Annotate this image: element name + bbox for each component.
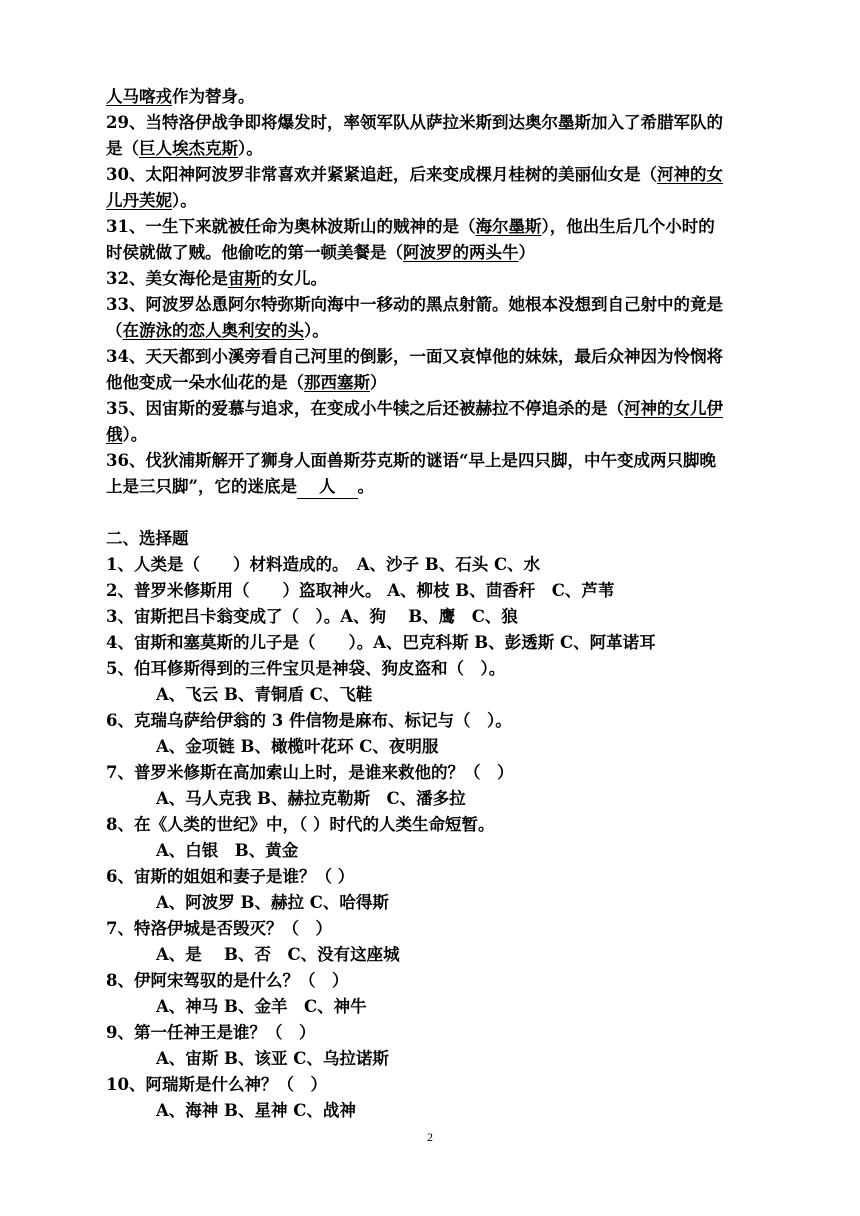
mc-question: 1、人类是（ ）材料造成的。 A、沙子 B、石头 C、水 — [106, 555, 541, 574]
q30-line2 — [106, 188, 766, 214]
q33-line2 — [106, 318, 766, 344]
text: 的女儿。 — [260, 269, 327, 288]
answer: 宙斯 — [227, 269, 261, 288]
answer: 俄 — [106, 425, 123, 444]
text: （ — [106, 321, 123, 340]
q30-line1 — [106, 162, 766, 188]
answer: 在游泳的恋人奥利安的头 — [122, 321, 304, 340]
answer: 河神的女 — [656, 165, 723, 184]
mc-options: A、神马 B、金羊 C、神牛 — [156, 997, 367, 1016]
mc-question: 4、宙斯和塞莫斯的儿子是（ ）。A、巴克科斯 B、彭透斯 C、阿革诺耳 — [106, 633, 656, 652]
text: 。 — [357, 477, 374, 496]
q29-line2 — [106, 136, 766, 162]
q28-tail — [106, 84, 766, 110]
text: ）。 — [304, 321, 329, 340]
text: ）。 — [172, 191, 197, 210]
answer: 阿波罗的两头牛 — [403, 243, 519, 262]
text: 作为替身。 — [172, 87, 255, 106]
text: 34、天天都到小溪旁看自己河里的倒影，一面又哀悼他的妹妹，最后众神因为怜悯将 — [106, 347, 723, 366]
q34-line1 — [106, 344, 766, 370]
text: 30、太阳神阿波罗非常喜欢并紧紧追赶，后来变成棵月桂树的美丽仙女是（ — [106, 165, 657, 184]
text: 32、美女海伦是 — [106, 269, 228, 288]
text: ） — [518, 243, 535, 262]
q29-line1 — [106, 110, 766, 136]
q31-line1 — [106, 214, 766, 240]
text: ）。 — [122, 425, 148, 444]
text: ）。 — [238, 139, 263, 158]
page-number: 2 — [427, 1130, 433, 1144]
mc-question: 7、特洛伊城是否毁灭？（ ） — [106, 919, 332, 938]
answer-blank: 人 — [297, 476, 358, 499]
answer: 海尔墨斯 — [475, 217, 542, 236]
text: 他他变成一朵水仙花的是（ — [106, 373, 304, 392]
mc-options: A、是 B、否 C、没有这座城 — [156, 945, 400, 964]
answer: 人马喀戎 — [106, 87, 172, 106]
mc-question: 3、宙斯把吕卡翁变成了（ ）。A、狗 B、鹰 C、狼 — [106, 607, 518, 626]
q35-line2 — [106, 422, 766, 448]
mc-options: A、阿波罗 B、赫拉 C、哈得斯 — [156, 893, 389, 912]
mc-question: 8、伊阿宋驾驭的是什么？（ ） — [106, 971, 349, 990]
text: 是（ — [106, 139, 139, 158]
answer: 河神的女儿伊 — [623, 399, 723, 418]
q31-line2 — [106, 240, 766, 266]
mc-options: A、飞云 B、青铜盾 C、飞鞋 — [156, 685, 373, 704]
q36-line1 — [106, 448, 766, 474]
mc-question: 2、普罗米修斯用（ ）盗取神火。 A、柳枝 B、茴香秆 C、芦苇 — [106, 581, 615, 600]
mc-question: 10、阿瑞斯是什么神？（ ） — [106, 1075, 327, 1094]
section-title: 二、选择题 — [106, 529, 189, 548]
mc-options: A、金项链 B、橄榄叶花环 C、夜明服 — [156, 737, 439, 756]
text: ），他出生后几个小时的 — [541, 217, 715, 236]
text: 36、伐狄浦斯解开了狮身人面兽斯芬克斯的谜语“早上是四只脚，中午变成两只脚晚 — [106, 451, 716, 470]
mc-options: A、白银 B、黄金 — [156, 841, 299, 860]
q33-line1 — [106, 292, 766, 318]
mc-options: A、马人克我 B、赫拉克勒斯 C、潘多拉 — [156, 789, 466, 808]
q36-line2 — [106, 474, 766, 500]
answer: 儿丹芙妮 — [106, 191, 172, 210]
mc-question: 6、克瑞乌萨给伊翁的 3 件信物是麻布、标记与（ ）。 — [106, 711, 512, 730]
text: 29、当特洛伊战争即将爆发时，率领军队从萨拉米斯到达奥尔墨斯加入了希腊军队的 — [106, 113, 723, 132]
q32-line — [106, 266, 766, 292]
text: ） — [370, 373, 387, 392]
answer: 那西塞斯 — [304, 373, 370, 392]
text: 上是三只脚”，它的迷底是 — [106, 477, 297, 496]
text: 时侯就做了贼。他偷吃的第一顿美餐是（ — [106, 243, 403, 262]
mc-question: 9、第一任神王是谁？（ ） — [106, 1023, 316, 1042]
q34-line2 — [106, 370, 766, 396]
mc-options: A、海神 B、星神 C、战神 — [156, 1101, 356, 1120]
text: 33、阿波罗怂恿阿尔特弥斯向海中一移动的黑点射箭。她根本没想到自己射中的竟是 — [106, 295, 723, 314]
answer: 巨人埃杰克斯 — [139, 139, 238, 158]
mc-question: 6、宙斯的姐姐和妻子是谁？（ ） — [106, 867, 355, 886]
mc-question: 8、在《人类的世纪》中，（ ）时代的人类生命短暂。 — [106, 815, 495, 834]
mc-options: A、宙斯 B、该亚 C、乌拉诺斯 — [156, 1049, 389, 1068]
mc-question: 5、伯耳修斯得到的三件宝贝是神袋、狗皮盗和（ ）。 — [106, 659, 506, 678]
text: 31、一生下来就被任命为奥林波斯山的贼神的是（ — [106, 217, 476, 236]
q35-line1 — [106, 396, 766, 422]
text: 35、因宙斯的爱慕与追求，在变成小牛犊之后还被赫拉不停追杀的是（ — [106, 399, 624, 418]
mc-question: 7、普罗米修斯在高加索山上时，是谁来救他的？（ ） — [106, 763, 514, 782]
